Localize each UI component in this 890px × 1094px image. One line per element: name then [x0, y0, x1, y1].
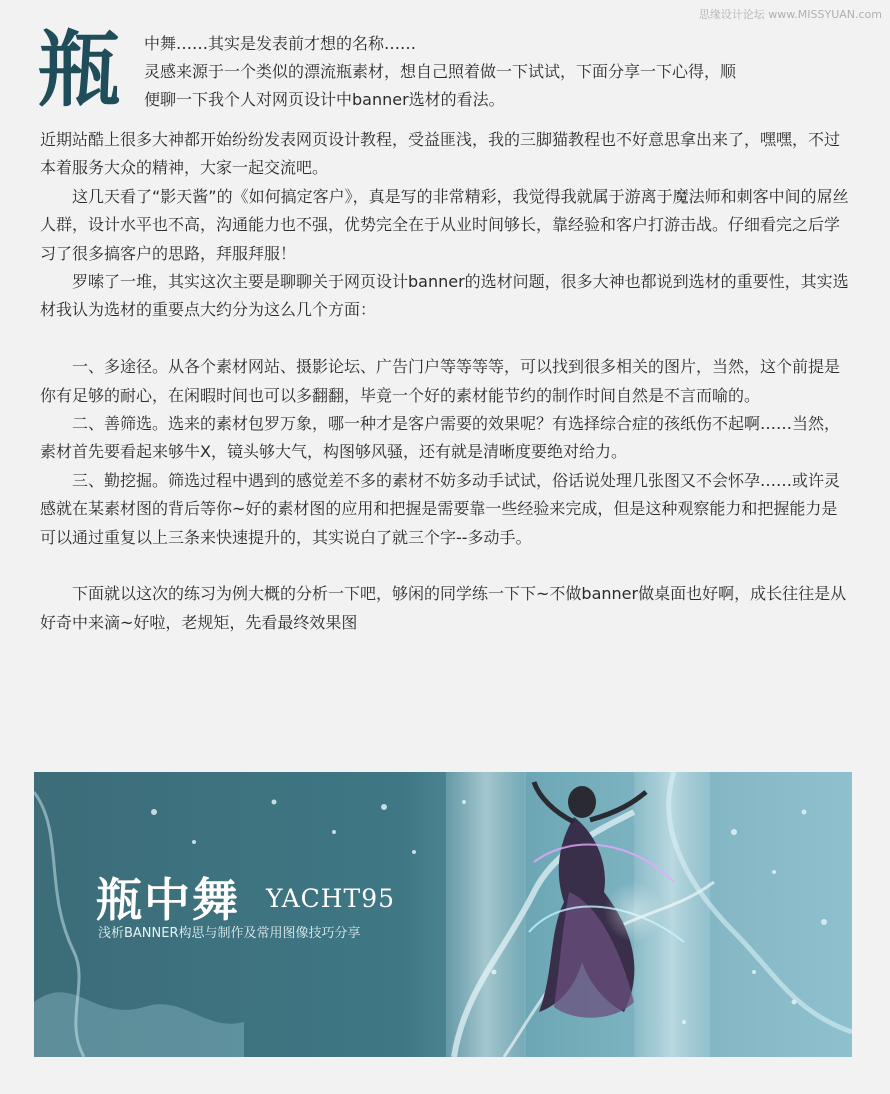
- point-1-multiple-sources: 一、多途径。从各个素材网站、摄影论坛、广告门户等等等等，可以找到很多相关的图片，当然，这个前提是你有足够的耐心，在闲暇时间也可以多翻翻，毕竟一个好的素材能节约的制作时间自然是不言而喻的。: [40, 357, 841, 405]
- intro-block: [38, 22, 858, 122]
- banner-english-title: YACHT95: [266, 884, 396, 913]
- intro-line-2: 灵感来源于一个类似的漂流瓶素材，想自己照着做一下试试，下面分享一下心得，顺: [144, 62, 737, 81]
- intro-text: [144, 30, 860, 114]
- site-watermark: 思缘设计论坛 www.MISSYUAN.com: [698, 8, 882, 21]
- paragraph-final: 下面就以这次的练习为例大概的分析一下吧，够闲的同学练一下下~不做banner做桌面也好啊，成长往往是从好奇中来滴~好啦，老规矩，先看最终效果图: [40, 584, 847, 632]
- article-body: [40, 126, 850, 637]
- intro-line-1: 中舞……其实是发表前才想的名称……: [144, 34, 417, 53]
- intro-line-3: 便聊一下我个人对网页设计中banner选材的看法。: [144, 90, 505, 109]
- drop-cap: 瓶: [38, 22, 119, 118]
- paragraph-2: 这几天看了“影天酱”的《如何搞定客户》，真是写的非常精彩，我觉得我就属于游离于魔法师和刺客中间的屌丝人群，设计水平也不高，沟通能力也不强，优势完全在于从业时间够长，靠经验和客户打游击战。仔细看完之后学习了很多搞客户的思路，拜服拜服！: [40, 186, 849, 263]
- paragraph-3: 罗嗦了一堆，其实这次主要是聊聊关于网页设计banner的选材问题，很多大神也都说到选材的重要性，其实选材我认为选材的重要点大约分为这么几个方面：: [40, 272, 849, 320]
- spacer: [40, 552, 850, 580]
- banner-image: [34, 772, 852, 1057]
- paragraph-1: 近期站酷上很多大神都开始纷纷发表网页设计教程，受益匪浅，我的三脚猫教程也不好意思拿出来了，嘿嘿，不过本着服务大众的精神，大家一起交流吧。: [40, 130, 841, 178]
- point-2-filter: 二、善筛选。选来的素材包罗万象，哪一种才是客户需要的效果呢？有选择综合症的孩纸伤不起啊……当然，素材首先要看起来够牛X，镜头够大气，构图够风骚，还有就是清晰度要绝对给力。: [40, 414, 841, 462]
- spacer: [40, 325, 850, 353]
- point-3-explore: 三、勤挖掘。筛选过程中遇到的感觉差不多的素材不妨多动手试试，俗话说处理几张图又不会怀孕……或许灵感就在某素材图的背后等你~好的素材图的应用和把握是需要靠一些经验来完成，但是这种观察能力和把握能力是可以通过重复以上三条来快速提升的，其实说白了就三个字--多动手。: [40, 470, 841, 547]
- banner-subtitle: 浅析BANNER构思与制作及常用图像技巧分享: [98, 926, 361, 941]
- banner-title: 瓶中舞: [96, 873, 240, 927]
